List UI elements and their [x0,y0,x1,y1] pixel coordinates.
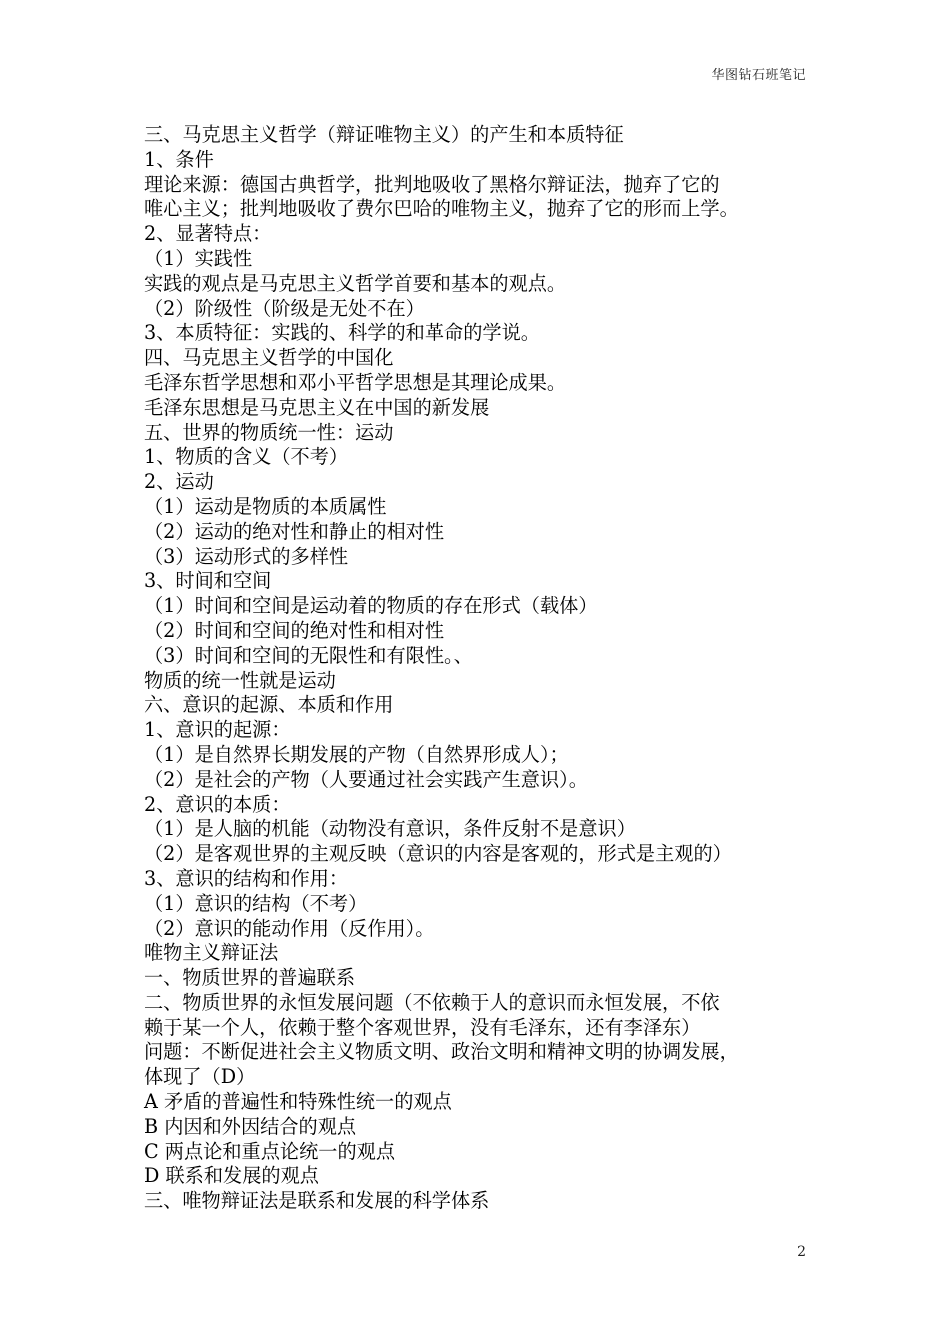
text-line: 唯心主义；批判地吸收了费尔巴哈的唯物主义，抛弃了它的形而上学。 [144,197,739,221]
text-line: （1）时间和空间是运动着的物质的存在形式（载体） [144,594,598,618]
text-line: B 内因和外因结合的观点 [144,1114,357,1138]
text-line: （2）是客观世界的主观反映（意识的内容是客观的，形式是主观的） [144,842,732,866]
text-line: 一、物质世界的普遍联系 [144,966,356,990]
text-line: 2、显著特点： [144,222,272,246]
text-line: 二、物质世界的永恒发展问题（不依赖于人的意识而永恒发展，不依 [144,990,720,1014]
text-line: 毛泽东哲学思想和邓小平哲学思想是其理论成果。 [144,370,567,394]
text-line: （3）时间和空间的无限性和有限性。、 [144,643,473,667]
text-line: 五、世界的物质统一性：运动 [144,420,394,444]
text-line: （1）意识的结构（不考） [144,891,368,915]
text-line: 3、本质特征：实践的、科学的和革命的学说。 [144,321,540,345]
text-line: （2）阶级性（阶级是无处不在） [144,296,425,320]
text-line: D 联系和发展的观点 [144,1164,319,1188]
text-line: 理论来源：德国古典哲学，批判地吸收了黑格尔辩证法，抛弃了它的 [144,172,720,196]
text-line: （3）运动形式的多样性 [144,544,349,568]
text-line: （2）意识的能动作用（反作用）。 [144,916,435,940]
text-line: （2）时间和空间的绝对性和相对性 [144,618,445,642]
text-line: 三、唯物辩证法是联系和发展的科学体系 [144,1189,490,1213]
text-line: 物质的统一性就是运动 [144,668,336,692]
text-line: （1）是人脑的机能（动物没有意识，条件反射不是意识） [144,817,636,841]
text-line: 1、意识的起源： [144,718,291,742]
text-line: 1、条件 [144,147,214,171]
text-line: （1）是自然界长期发展的产物（自然界形成人）； [144,742,569,766]
page-number: 2 [797,1244,806,1260]
text-line: 3、时间和空间 [144,569,272,593]
text-line: （2）运动的绝对性和静止的相对性 [144,519,445,543]
text-line: 六、意识的起源、本质和作用 [144,693,394,717]
text-line: 2、意识的本质： [144,792,291,816]
text-line: 赖于某一个人，依赖于整个客观世界，没有毛泽东，还有李泽东） [144,1015,701,1039]
text-line: 1、物质的含义（不考） [144,445,349,469]
text-line: 2、运动 [144,470,214,494]
text-line: 体现了（D） [144,1065,256,1089]
document-body [144,123,824,1214]
text-line: 实践的观点是马克思主义哲学首要和基本的观点。 [144,271,567,295]
text-line: C 两点论和重点论统一的观点 [144,1139,396,1163]
text-line: （2）是社会的产物（人要通过社会实践产生意识）。 [144,767,588,791]
text-line: A 矛盾的普遍性和特殊性统一的观点 [144,1090,452,1114]
text-line: （1）运动是物质的本质属性 [144,494,387,518]
text-line: 毛泽东思想是马克思主义在中国的新发展 [144,395,490,419]
text-line: 3、意识的结构和作用： [144,866,349,890]
text-line: 问题：不断促进社会主义物质文明、政治文明和精神文明的协调发展， [144,1040,739,1064]
text-line: 唯物主义辩证法 [144,941,279,965]
text-line: 四、马克思主义哲学的中国化 [144,346,394,370]
page-header: 华图钻石班笔记 [711,68,806,83]
text-line: （1）实践性 [144,246,253,270]
text-line: 三、马克思主义哲学（辩证唯物主义）的产生和本质特征 [144,123,624,146]
